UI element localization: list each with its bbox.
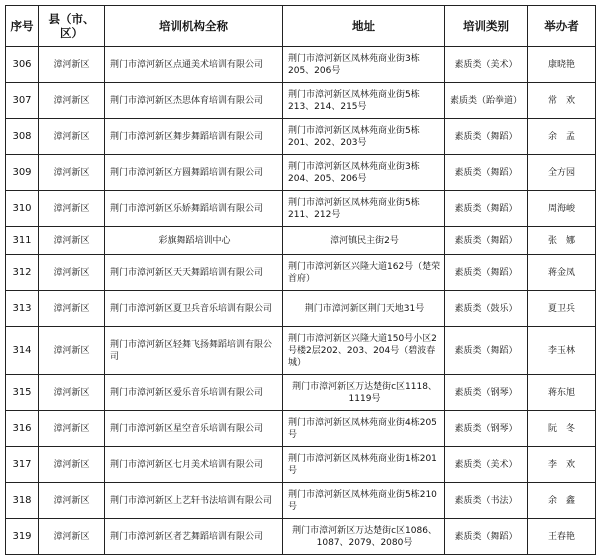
row-county: 漳河新区 — [39, 119, 105, 155]
row-organizer: 全方园 — [528, 155, 596, 191]
row-address: 荆门市漳河新区兴隆大道162号（楚荣首府） — [283, 255, 445, 291]
row-name: 荆门市漳河新区方圆舞蹈培训有限公司 — [105, 155, 283, 191]
row-category: 素质类（美术） — [445, 47, 528, 83]
row-category: 素质类（鼓乐） — [445, 291, 528, 327]
row-no: 316 — [6, 411, 39, 447]
row-organizer: 周海峻 — [528, 191, 596, 227]
header-county: 县（市、区） — [39, 6, 105, 47]
row-organizer: 阮 冬 — [528, 411, 596, 447]
table-row — [6, 375, 596, 411]
header-organizer: 举办者 — [528, 6, 596, 47]
row-no: 318 — [6, 483, 39, 519]
row-no: 310 — [6, 191, 39, 227]
row-category: 素质类（舞蹈） — [445, 191, 528, 227]
table-row — [6, 191, 596, 227]
row-county: 漳河新区 — [39, 519, 105, 555]
row-name: 荆门市漳河新区上艺轩书法培训有限公司 — [105, 483, 283, 519]
row-county: 漳河新区 — [39, 327, 105, 375]
row-county: 漳河新区 — [39, 155, 105, 191]
row-name: 荆门市漳河新区舞步舞蹈培训有限公司 — [105, 119, 283, 155]
row-no: 308 — [6, 119, 39, 155]
header-category: 培训类别 — [445, 6, 528, 47]
row-organizer: 李 欢 — [528, 447, 596, 483]
row-address: 荆门市漳河新区凤林苑商业街5栋201、202、203号 — [283, 119, 445, 155]
table-row — [6, 83, 596, 119]
row-no: 312 — [6, 255, 39, 291]
row-address: 荆门市漳河新区凤林苑商业街1栋201号 — [283, 447, 445, 483]
row-no: 315 — [6, 375, 39, 411]
row-no: 319 — [6, 519, 39, 555]
row-no: 309 — [6, 155, 39, 191]
row-name: 荆门市漳河新区轻舞飞扬舞蹈培训有限公司 — [105, 327, 283, 375]
table-header-row — [6, 6, 596, 47]
table-row — [6, 227, 596, 255]
row-address: 荆门市漳河新区万达楚街c区1118、1119号 — [283, 375, 445, 411]
table-row — [6, 411, 596, 447]
table-row — [6, 47, 596, 83]
row-address: 荆门市漳河新区兴隆大道150号小区2号楼2层202、203、204号（碧波春城） — [283, 327, 445, 375]
row-county: 漳河新区 — [39, 291, 105, 327]
row-address: 荆门市漳河新区荆门天地31号 — [283, 291, 445, 327]
row-county: 漳河新区 — [39, 191, 105, 227]
row-address: 荆门市漳河新区万达楚街c区1086、1087、2079、2080号 — [283, 519, 445, 555]
row-name: 荆门市漳河新区爱乐音乐培训有限公司 — [105, 375, 283, 411]
row-category: 素质类（舞蹈） — [445, 119, 528, 155]
row-address: 荆门市漳河新区凤林苑商业街4栋205号 — [283, 411, 445, 447]
row-no: 306 — [6, 47, 39, 83]
table-row — [6, 447, 596, 483]
row-county: 漳河新区 — [39, 447, 105, 483]
row-county: 漳河新区 — [39, 375, 105, 411]
row-address: 荆门市漳河新区凤林苑商业街5栋210号 — [283, 483, 445, 519]
row-organizer: 夏卫兵 — [528, 291, 596, 327]
row-category: 素质类（书法） — [445, 483, 528, 519]
row-category: 素质类（钢琴） — [445, 411, 528, 447]
row-category: 素质类（钢琴） — [445, 375, 528, 411]
row-address: 荆门市漳河新区凤林苑商业街3栋205、206号 — [283, 47, 445, 83]
row-address: 荆门市漳河新区凤林苑商业街3栋204、205、206号 — [283, 155, 445, 191]
row-no: 307 — [6, 83, 39, 119]
table-row — [6, 483, 596, 519]
row-county: 漳河新区 — [39, 83, 105, 119]
row-address: 荆门市漳河新区凤林苑商业街5栋213、214、215号 — [283, 83, 445, 119]
row-name: 彩旗舞蹈培训中心 — [105, 227, 283, 255]
row-organizer: 余 孟 — [528, 119, 596, 155]
row-organizer: 李玉林 — [528, 327, 596, 375]
row-address: 漳河镇民主街2号 — [283, 227, 445, 255]
table-row — [6, 291, 596, 327]
row-organizer: 常 欢 — [528, 83, 596, 119]
row-county: 漳河新区 — [39, 411, 105, 447]
training-institutions-table — [5, 5, 596, 555]
row-category: 素质类（舞蹈） — [445, 327, 528, 375]
header-no: 序号 — [6, 6, 39, 47]
row-organizer: 张 娜 — [528, 227, 596, 255]
row-county: 漳河新区 — [39, 47, 105, 83]
row-county: 漳河新区 — [39, 483, 105, 519]
row-no: 313 — [6, 291, 39, 327]
row-organizer: 蒋东旭 — [528, 375, 596, 411]
row-organizer: 余 鑫 — [528, 483, 596, 519]
table-row — [6, 155, 596, 191]
header-name: 培训机构全称 — [105, 6, 283, 47]
row-name: 荆门市漳河新区乐娇舞蹈培训有限公司 — [105, 191, 283, 227]
row-name: 荆门市漳河新区杰思体育培训有限公司 — [105, 83, 283, 119]
row-no: 311 — [6, 227, 39, 255]
row-name: 荆门市漳河新区七月美术培训有限公司 — [105, 447, 283, 483]
table-row — [6, 519, 596, 555]
table-row — [6, 119, 596, 155]
row-name: 荆门市漳河新区点通美术培训有限公司 — [105, 47, 283, 83]
table-row — [6, 255, 596, 291]
row-category: 素质类（舞蹈） — [445, 519, 528, 555]
row-no: 314 — [6, 327, 39, 375]
row-county: 漳河新区 — [39, 255, 105, 291]
row-name: 荆门市漳河新区天天舞蹈培训有限公司 — [105, 255, 283, 291]
row-category: 素质类（跆拳道） — [445, 83, 528, 119]
row-organizer: 王春艳 — [528, 519, 596, 555]
row-name: 荆门市漳河新区夏卫兵音乐培训有限公司 — [105, 291, 283, 327]
row-category: 素质类（舞蹈） — [445, 227, 528, 255]
row-county: 漳河新区 — [39, 227, 105, 255]
row-name: 荆门市漳河新区星空音乐培训有限公司 — [105, 411, 283, 447]
row-category: 素质类（美术） — [445, 447, 528, 483]
table-row — [6, 327, 596, 375]
row-no: 317 — [6, 447, 39, 483]
row-name: 荆门市漳河新区者艺舞蹈培训有限公司 — [105, 519, 283, 555]
row-organizer: 康晓艳 — [528, 47, 596, 83]
header-address: 地址 — [283, 6, 445, 47]
row-organizer: 蒋金凤 — [528, 255, 596, 291]
row-category: 素质类（舞蹈） — [445, 255, 528, 291]
row-category: 素质类（舞蹈） — [445, 155, 528, 191]
row-address: 荆门市漳河新区凤林苑商业街5栋211、212号 — [283, 191, 445, 227]
